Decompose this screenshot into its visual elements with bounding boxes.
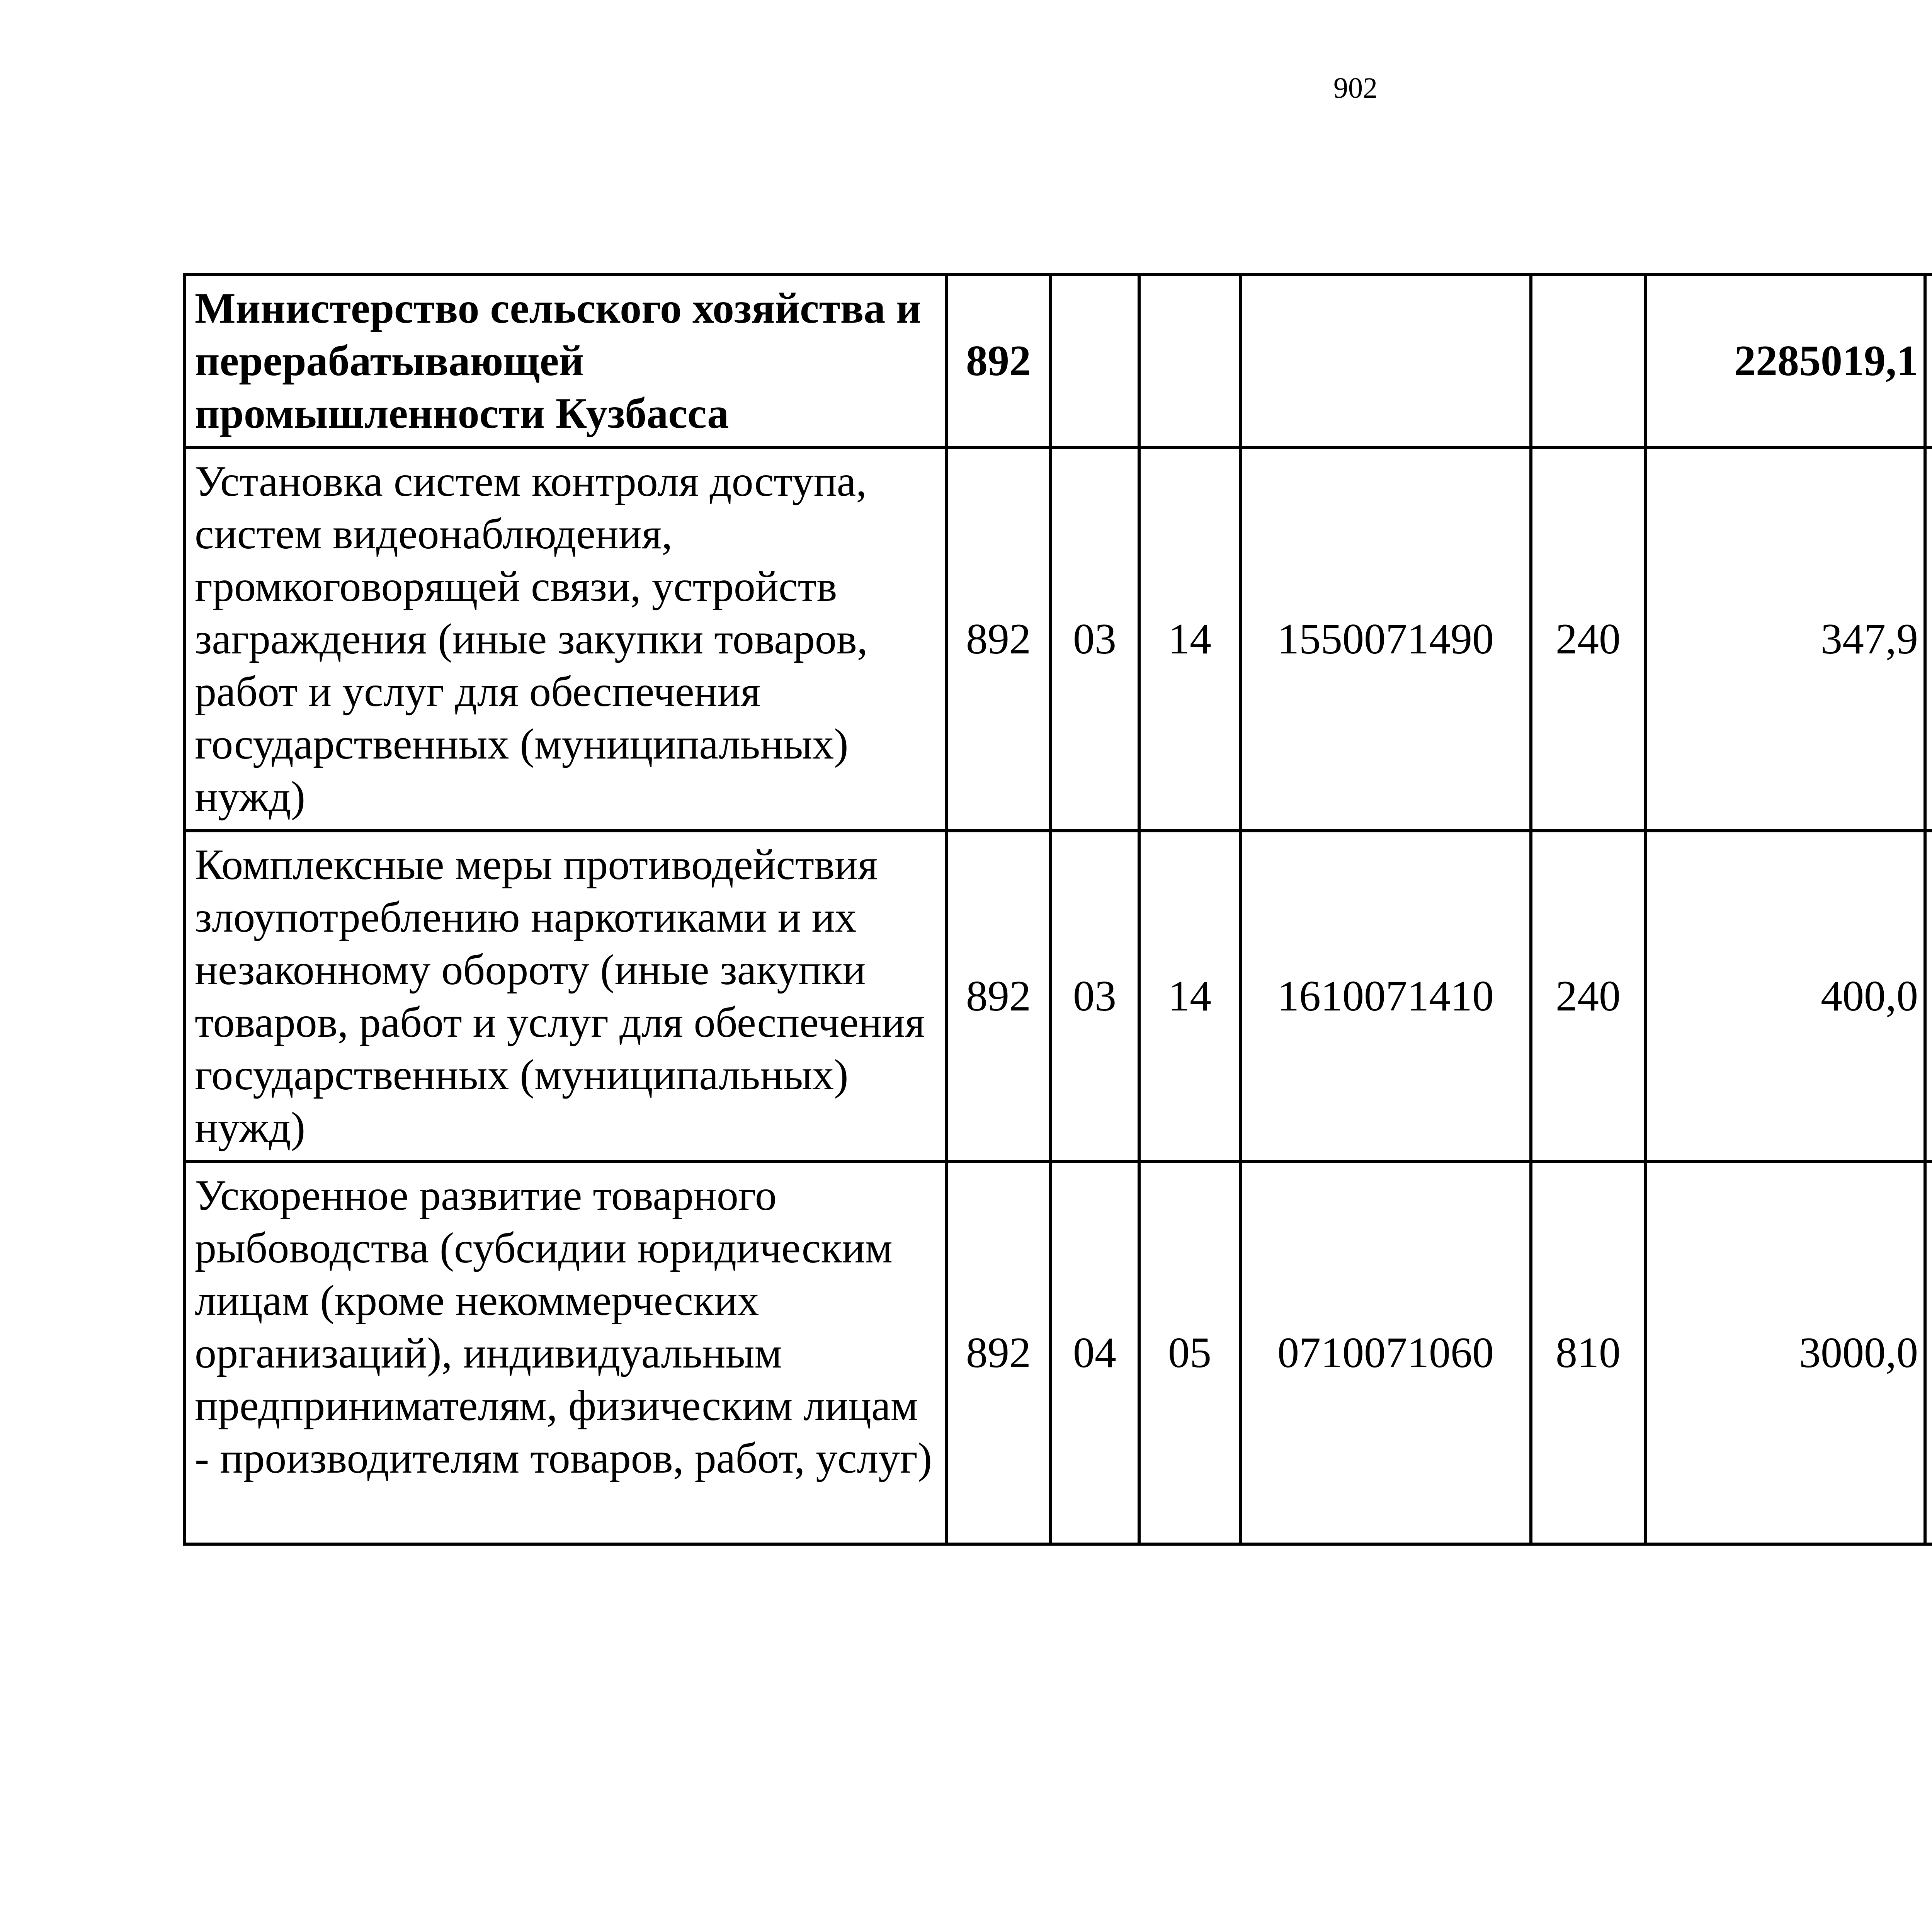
section-code: 03 bbox=[1050, 831, 1139, 1162]
page-number: 902 bbox=[1333, 72, 1378, 104]
expense-type-code: 240 bbox=[1531, 831, 1645, 1162]
section-code bbox=[1050, 274, 1139, 447]
target-item-code: 0710071060 bbox=[1240, 1162, 1531, 1544]
table-row-ministry bbox=[185, 274, 1932, 447]
grbs-code: 892 bbox=[947, 831, 1050, 1162]
expense-type-code bbox=[1531, 274, 1645, 447]
subsection-code: 05 bbox=[1139, 1162, 1240, 1544]
budget-table bbox=[183, 273, 1932, 1546]
table-row bbox=[185, 447, 1932, 831]
amount-2 bbox=[1925, 1162, 1932, 1544]
row-name: Министерство сельского хозяйства и перерабатывающей промышленности Кузбасса bbox=[185, 274, 947, 447]
section-code: 04 bbox=[1050, 1162, 1139, 1544]
expense-type-code: 240 bbox=[1531, 447, 1645, 831]
expense-type-code: 810 bbox=[1531, 1162, 1645, 1544]
grbs-code: 892 bbox=[947, 447, 1050, 831]
row-name: Ускоренное развитие товарного рыбоводства (субсидии юридическим лицам (кроме некоммерческих организаций), индивидуальным предпринимателям, физическим лицам - производителям товаров, работ, услуг) bbox=[185, 1162, 947, 1544]
amount-1: 2285019,1 bbox=[1645, 274, 1925, 447]
row-name: Установка систем контроля доступа, систем видеонаблюдения, громкоговорящей связи, устройств заграждения (иные закупки товаров, работ и услуг для обеспечения государственных (муниципальных) нужд) bbox=[185, 447, 947, 831]
subsection-code: 14 bbox=[1139, 447, 1240, 831]
amount-2 bbox=[1925, 274, 1932, 447]
grbs-code: 892 bbox=[947, 274, 1050, 447]
subsection-code bbox=[1139, 274, 1240, 447]
subsection-code: 14 bbox=[1139, 831, 1240, 1162]
target-item-code bbox=[1240, 274, 1531, 447]
section-code: 03 bbox=[1050, 447, 1139, 831]
amount-2 bbox=[1925, 447, 1932, 831]
target-item-code: 1550071490 bbox=[1240, 447, 1531, 831]
amount-2 bbox=[1925, 831, 1932, 1162]
amount-1: 3000,0 bbox=[1645, 1162, 1925, 1544]
grbs-code: 892 bbox=[947, 1162, 1050, 1544]
amount-1: 347,9 bbox=[1645, 447, 1925, 831]
amount-1: 400,0 bbox=[1645, 831, 1925, 1162]
target-item-code: 1610071410 bbox=[1240, 831, 1531, 1162]
table-row bbox=[185, 1162, 1932, 1544]
table-row bbox=[185, 831, 1932, 1162]
row-name: Комплексные меры противодействия злоупотреблению наркотиками и их незаконному обороту (иные закупки товаров, работ и услуг для обеспечения государственных (муниципальных) нужд) bbox=[185, 831, 947, 1162]
